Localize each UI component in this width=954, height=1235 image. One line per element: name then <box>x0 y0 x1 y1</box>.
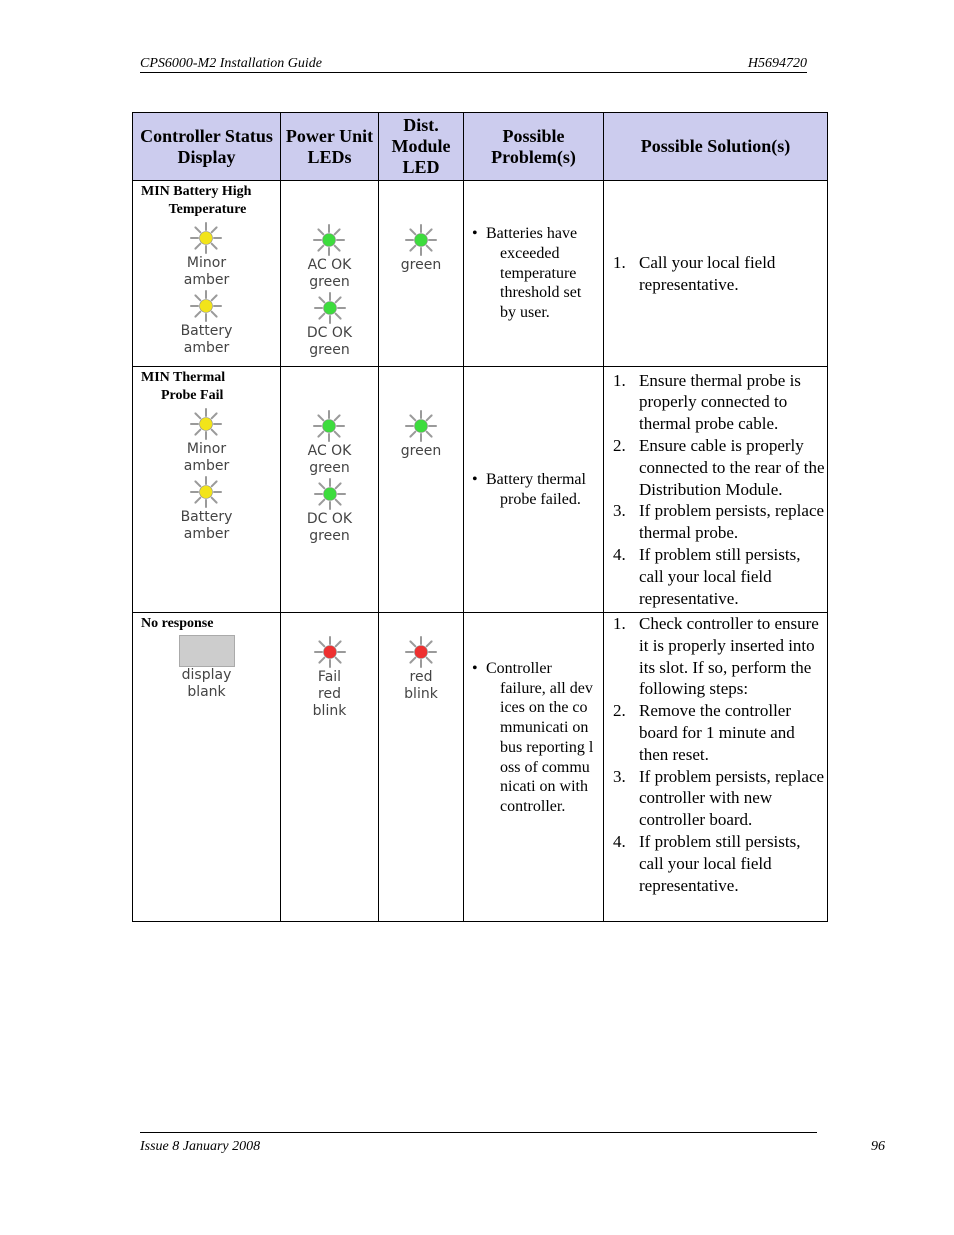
dist-module-cell <box>379 181 464 367</box>
battery-led: Battery amber <box>181 475 233 543</box>
display-blank: display blank <box>179 635 235 701</box>
solution-list <box>604 613 827 896</box>
green-led-icon <box>312 477 348 511</box>
amber-led-icon <box>188 289 224 323</box>
amber-led-icon <box>188 407 224 441</box>
ac-ok-led: AC OK green <box>308 223 352 291</box>
page-header <box>140 56 807 73</box>
solution-item: 2. Ensure cable is properly connected to the rear of the Distribution Module. <box>613 436 825 499</box>
solution-item: 1. Call your local field representative. <box>613 252 776 294</box>
document-number: H5694720 <box>747 56 807 71</box>
status-cell <box>133 181 281 367</box>
condition-label: Probe Fail <box>161 388 224 403</box>
red-led-icon <box>312 635 348 669</box>
table-row <box>133 181 828 367</box>
ac-ok-led: AC OK green <box>308 409 352 477</box>
green-led-icon <box>311 409 347 443</box>
condition-label: MIN Battery High <box>141 184 252 199</box>
problem-bullet: • Battery thermal probe failed. <box>472 470 586 508</box>
solution-cell <box>604 367 828 613</box>
amber-led-icon <box>188 475 224 509</box>
col-header-controller-status: Controller Status Display <box>133 113 281 181</box>
power-unit-cell <box>281 181 379 367</box>
green-led-icon <box>312 291 348 325</box>
fail-led: Fail red blink <box>312 635 348 720</box>
table-row <box>133 613 828 922</box>
condition-label: No response <box>141 616 214 631</box>
problem-cell <box>464 181 604 367</box>
power-unit-cell <box>281 613 379 922</box>
minor-led: Minor amber <box>184 407 229 475</box>
dist-led: red blink <box>403 635 439 703</box>
solution-item: 3. If problem persists, replace controller with new controller board. <box>613 766 825 830</box>
solution-item: 2. Remove the controller board for 1 minute and then reset. <box>613 701 795 764</box>
issue-date: Issue 8 January 2008 <box>140 1139 261 1154</box>
col-header-possible-problems: Possible Problem(s) <box>464 113 604 181</box>
status-cell <box>133 613 281 922</box>
solution-list <box>604 252 827 296</box>
document-title: CPS6000-M2 Installation Guide <box>140 56 322 71</box>
problem-cell <box>464 367 604 613</box>
solution-item: 1. Ensure thermal probe is properly connected to thermal probe cable. <box>613 370 801 434</box>
table-header-row <box>133 113 828 181</box>
solution-item: 4. If problem still persists, call your local field representative. <box>613 831 801 895</box>
problem-bullet: • Batteries have exceeded temperature threshold set by user. <box>472 225 582 322</box>
col-header-power-unit-leds: Power Unit LEDs <box>281 113 379 181</box>
dc-ok-led: DC OK green <box>307 291 352 359</box>
dc-ok-led: DC OK green <box>307 477 352 545</box>
power-unit-cell <box>281 367 379 613</box>
status-cell <box>133 367 281 613</box>
solution-item: 3. If problem persists, replace thermal probe. <box>613 501 825 543</box>
condition-label: Temperature <box>168 202 247 217</box>
minor-led: Minor amber <box>184 221 229 289</box>
footer-rule <box>140 1132 817 1133</box>
condition-label: MIN Thermal <box>141 370 226 385</box>
dist-module-cell <box>379 613 464 922</box>
green-led-icon <box>403 223 439 257</box>
col-header-possible-solutions: Possible Solution(s) <box>604 113 828 181</box>
page-number: 96 <box>871 1139 885 1154</box>
solution-list <box>604 370 827 610</box>
blank-display-icon <box>179 635 235 667</box>
red-led-icon <box>403 635 439 669</box>
table-row <box>133 367 828 613</box>
problem-cell <box>464 613 604 922</box>
dist-led: green <box>401 223 441 274</box>
green-led-icon <box>403 409 439 443</box>
col-header-dist-module-led: Dist. Module LED <box>379 113 464 181</box>
solution-item: 1. Check controller to ensure it is properly inserted into its slot. If so, perform the following steps: <box>613 614 819 699</box>
solution-item: 4. If problem still persists, call your local field representative. <box>613 544 801 608</box>
green-led-icon <box>311 223 347 257</box>
battery-led: Battery amber <box>181 289 233 357</box>
solution-cell <box>604 613 828 922</box>
problem-bullet: • Controller failure, all devices on the communicati on bus reporting loss of communicati on with controller. <box>472 660 594 815</box>
troubleshooting-table <box>132 112 828 922</box>
dist-module-cell <box>379 367 464 613</box>
dist-led: green <box>401 409 441 460</box>
solution-cell <box>604 181 828 367</box>
amber-led-icon <box>188 221 224 255</box>
